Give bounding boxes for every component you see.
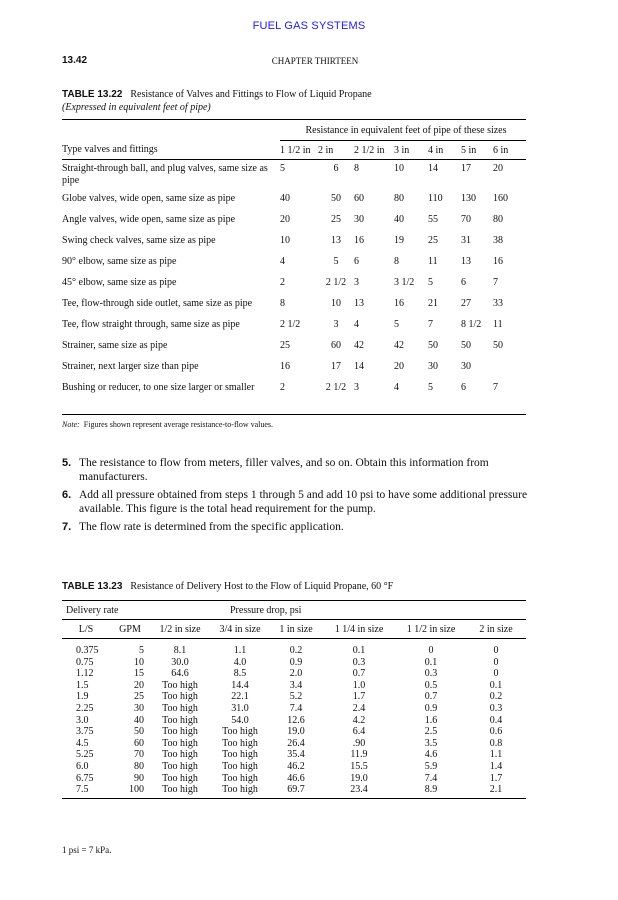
pressure-drop-cell: 2.25 xyxy=(76,702,94,714)
table-23-number: TABLE 13.23 xyxy=(62,581,123,592)
pressure-drop-cell: 3.4 xyxy=(289,679,303,691)
resistance-value: 3 xyxy=(333,318,339,330)
fitting-name: Tee, flow straight through, same size as pipe xyxy=(62,318,240,330)
pressure-drop-cell: 7.4 xyxy=(289,702,303,714)
table-23-column-header: 1 in size xyxy=(270,620,322,639)
pressure-drop-cell: Too high xyxy=(222,737,258,749)
pressure-drop-cell: 46.2 xyxy=(287,760,305,772)
resistance-value: 160 xyxy=(493,192,508,204)
resistance-value: 8 xyxy=(280,297,285,309)
resistance-value: 20 xyxy=(394,360,404,372)
pressure-drop-cell: 0.2 xyxy=(489,691,503,703)
resistance-value: 40 xyxy=(394,213,404,225)
fitting-name: Globe valves, wide open, same size as pipe xyxy=(62,192,236,204)
resistance-value: 2 xyxy=(280,276,285,288)
pressure-drop-cell: Too high xyxy=(162,760,198,772)
pressure-drop-cell: 100 xyxy=(110,784,150,798)
resistance-value: 17 xyxy=(461,163,471,174)
pressure-drop-cell: 4.5 xyxy=(76,737,89,749)
resistance-value: 6 xyxy=(461,276,466,288)
resistance-value: 5 xyxy=(280,163,285,174)
pressure-drop-cell: 1.4 xyxy=(489,760,503,772)
pressure-drop-cell: 0.1 xyxy=(352,645,366,656)
resistance-value: 16 xyxy=(493,255,503,267)
table-row xyxy=(62,361,526,382)
step-item xyxy=(62,456,532,484)
resistance-value: 7 xyxy=(493,382,526,415)
pressure-drop-cell: Too high xyxy=(162,691,198,703)
resistance-value: 3 xyxy=(354,382,394,415)
resistance-value: 7 xyxy=(428,318,433,330)
table-22-header-spacer xyxy=(62,120,280,141)
resistance-value: 42 xyxy=(354,339,364,351)
step-item xyxy=(62,520,532,534)
fitting-name: Straight-through ball, and plug valves, same size as pipe xyxy=(62,163,268,186)
pressure-drop-cell: Too high xyxy=(162,737,198,749)
page-number: 13.42 xyxy=(62,55,88,66)
pressure-drop-cell: Too high xyxy=(222,760,258,772)
table-23-title: Resistance of Delivery Host to the Flow of Liquid Propane, 60 °F xyxy=(130,581,394,592)
resistance-value: 11 xyxy=(428,255,438,267)
resistance-value: 33 xyxy=(493,297,503,309)
table-row xyxy=(62,691,526,703)
step-number: 7. xyxy=(62,521,72,533)
table-23-column-header: 3/4 in size xyxy=(210,620,270,639)
pressure-drop-cell: 2.1 xyxy=(466,784,526,798)
table-22-number: TABLE 13.22 xyxy=(62,89,123,100)
fitting-name: Bushing or reducer, to one size larger or smaller xyxy=(62,382,280,415)
fitting-name: 90° elbow, same size as pipe xyxy=(62,255,177,267)
resistance-value: 2 xyxy=(280,382,318,415)
table-22-column-header: 4 in xyxy=(428,141,461,160)
resistance-value: 70 xyxy=(461,213,471,225)
pressure-drop-cell: 0.9 xyxy=(289,656,303,668)
pressure-drop-cell: 4.6 xyxy=(424,749,438,761)
step-item xyxy=(62,488,532,516)
pressure-drop-cell: 22.1 xyxy=(231,691,249,703)
table-22-caption xyxy=(62,89,372,100)
pressure-drop-cell: 12.6 xyxy=(287,714,305,726)
pressure-drop-cell: 6.75 xyxy=(76,772,94,784)
resistance-value: 40 xyxy=(280,192,290,204)
resistance-value: 3 xyxy=(354,276,359,288)
pressure-drop-cell: 1.0 xyxy=(352,679,366,691)
table-row xyxy=(62,726,526,738)
resistance-value: 21 xyxy=(428,297,438,309)
pressure-drop-cell: 5.25 xyxy=(76,749,94,761)
pressure-drop-cell: Too high xyxy=(222,772,258,784)
resistance-value: 17 xyxy=(331,360,341,372)
fitting-name: Tee, flow-through side outlet, same size as pipe xyxy=(62,297,253,309)
pressure-drop-cell: Too high xyxy=(162,772,198,784)
pressure-drop-cell: 0.1 xyxy=(489,679,503,691)
pressure-drop-cell: .90 xyxy=(352,737,366,749)
pressure-drop-cell: 0.3 xyxy=(424,668,438,680)
table-row xyxy=(62,738,526,750)
resistance-value: 4 xyxy=(354,318,359,330)
resistance-value: 6 xyxy=(461,382,493,415)
resistance-value: 130 xyxy=(461,192,476,204)
fitting-name: Strainer, same size as pipe xyxy=(62,339,168,351)
resistance-value: 80 xyxy=(493,213,503,225)
table-22-column-header: Type valves and fittings xyxy=(62,141,280,160)
pressure-drop-cell: 20 xyxy=(134,679,144,691)
pressure-drop-cell: 31.0 xyxy=(231,702,249,714)
resistance-value: 2 1/2 xyxy=(318,382,354,415)
resistance-value: 4 xyxy=(280,255,285,267)
pressure-drop-cell: 1.1 xyxy=(233,645,247,656)
table-22-column-header: 2 in xyxy=(318,141,354,160)
table-23-column-header: GPM xyxy=(110,620,150,639)
pressure-drop-cell: Too high xyxy=(150,784,210,798)
pressure-drop-cell: 23.4 xyxy=(322,784,396,798)
pressure-drop-cell: 1.1 xyxy=(489,749,503,761)
pressure-drop-cell: 0.9 xyxy=(424,702,438,714)
pressure-drop-cell: 19.0 xyxy=(350,772,368,784)
pressure-drop-cell: 0 xyxy=(428,645,434,656)
resistance-value: 6 xyxy=(354,255,359,267)
pressure-drop-cell: 3.5 xyxy=(424,737,438,749)
resistance-value: 5 xyxy=(394,318,399,330)
pressure-drop-cell: 69.7 xyxy=(270,784,322,798)
pressure-drop-cell: 1.12 xyxy=(76,668,94,680)
resistance-value: 13 xyxy=(354,297,364,309)
valve-resistance-table xyxy=(62,119,526,415)
table-row xyxy=(62,715,526,727)
resistance-value: 10 xyxy=(331,297,341,309)
table-row xyxy=(62,749,526,761)
resistance-value: 50 xyxy=(428,339,438,351)
table-row xyxy=(62,277,526,298)
pressure-drop-header: Pressure drop, psi xyxy=(210,601,526,620)
pressure-drop-cell: Too high xyxy=(210,784,270,798)
resistance-value: 5 xyxy=(428,276,433,288)
table-22-subtitle: (Expressed in equivalent feet of pipe) xyxy=(62,102,211,113)
pressure-drop-cell: 1.6 xyxy=(424,714,438,726)
table-22-title: Resistance of Valves and Fittings to Flow of Liquid Propane xyxy=(130,89,372,100)
table-22-column-header: 1 1/2 in xyxy=(280,141,318,160)
pressure-drop-cell: 19.0 xyxy=(287,726,305,738)
resistance-value: 25 xyxy=(428,234,438,246)
pressure-drop-cell: 1.5 xyxy=(76,679,89,691)
table-row xyxy=(62,680,526,692)
table-row xyxy=(62,382,526,415)
pressure-drop-cell: 2.0 xyxy=(289,668,303,680)
pressure-drop-cell: 7.4 xyxy=(424,772,438,784)
pressure-drop-cell: 10 xyxy=(134,656,144,668)
pressure-drop-cell: 0.7 xyxy=(352,668,366,680)
resistance-value: 3 1/2 xyxy=(394,276,415,288)
resistance-value: 14 xyxy=(354,360,364,372)
table-23-column-header: L/S xyxy=(62,620,110,639)
pressure-drop-cell: 40 xyxy=(134,714,144,726)
pressure-drop-cell: Too high xyxy=(162,714,198,726)
resistance-value: 80 xyxy=(394,192,404,204)
resistance-value: 55 xyxy=(428,213,438,225)
resistance-value: 16 xyxy=(354,234,364,246)
pressure-drop-cell: 0.7 xyxy=(424,691,438,703)
pressure-drop-cell: Too high xyxy=(162,679,198,691)
resistance-value: 50 xyxy=(493,339,503,351)
resistance-value: 30 xyxy=(428,360,438,372)
pressure-drop-cell: 0.2 xyxy=(289,645,303,656)
chapter-heading: CHAPTER THIRTEEN xyxy=(271,56,359,66)
table-23-caption xyxy=(62,581,393,592)
pressure-drop-cell: Too high xyxy=(162,726,198,738)
pressure-drop-cell: 7.5 xyxy=(62,784,110,798)
note-label: Note: xyxy=(62,420,80,429)
resistance-value: 11 xyxy=(493,318,503,330)
resistance-value: 8 xyxy=(394,255,399,267)
pressure-drop-cell: 11.9 xyxy=(350,749,368,761)
fitting-name: Angle valves, wide open, same size as pipe xyxy=(62,213,236,225)
pressure-drop-cell: 64.6 xyxy=(171,668,189,680)
pressure-drop-cell: 6.4 xyxy=(352,726,366,738)
resistance-value: 30 xyxy=(461,360,471,372)
pressure-drop-cell: 4.2 xyxy=(352,714,366,726)
table-23-column-header: 1/2 in size xyxy=(150,620,210,639)
table-23-column-header: 2 in size xyxy=(466,620,526,639)
pressure-drop-cell: 60 xyxy=(134,737,144,749)
table-row xyxy=(62,193,526,214)
table-22-group-header: Resistance in equivalent feet of pipe of these sizes xyxy=(280,120,526,141)
pressure-drop-cell: Too high xyxy=(162,749,198,761)
resistance-value: 5 xyxy=(428,382,461,415)
table-22-note xyxy=(62,420,273,429)
resistance-value: 20 xyxy=(280,213,290,225)
pressure-drop-cell: 0.5 xyxy=(424,679,438,691)
table-row xyxy=(62,214,526,235)
pressure-drop-cell: 5.2 xyxy=(289,691,303,703)
table-row xyxy=(62,639,526,657)
pressure-drop-cell: 25 xyxy=(134,691,144,703)
resistance-value: 25 xyxy=(280,339,290,351)
pressure-drop-cell: 50 xyxy=(134,726,144,738)
resistance-value: 27 xyxy=(461,297,471,309)
fitting-name: 45° elbow, same size as pipe xyxy=(62,276,177,288)
table-row xyxy=(62,784,526,798)
table-23-footnote: 1 psi = 7 kPa. xyxy=(62,845,112,855)
fitting-name: Strainer, next larger size than pipe xyxy=(62,360,199,372)
table-22-column-header: 5 in xyxy=(461,141,493,160)
pressure-drop-cell: 0.3 xyxy=(489,702,503,714)
pressure-drop-cell: 26.4 xyxy=(287,737,305,749)
resistance-value: 2 1/2 xyxy=(325,276,347,288)
resistance-value: 13 xyxy=(461,255,471,267)
pressure-drop-cell: 3.75 xyxy=(76,726,94,738)
pressure-drop-cell: 0 xyxy=(493,656,499,668)
pressure-drop-cell: 80 xyxy=(134,760,144,772)
resistance-value: 50 xyxy=(331,192,341,204)
resistance-value: 60 xyxy=(331,339,341,351)
resistance-value: 5 xyxy=(333,255,339,267)
pressure-drop-cell: 0.75 xyxy=(76,656,94,668)
table-row xyxy=(62,235,526,256)
delivery-rate-header: Delivery rate xyxy=(62,601,210,620)
note-text: Figures shown represent average resistance-to-flow values. xyxy=(83,420,274,429)
pressure-drop-cell: 6.0 xyxy=(76,760,89,772)
table-22-column-header: 2 1/2 in xyxy=(354,141,394,160)
pressure-drop-cell: Too high xyxy=(162,702,198,714)
pressure-drop-cell: 1.7 xyxy=(489,772,503,784)
pressure-drop-cell: 0.4 xyxy=(489,714,503,726)
resistance-value: 14 xyxy=(428,163,438,174)
pressure-drop-cell: 0.1 xyxy=(424,656,438,668)
pressure-drop-cell: 0.6 xyxy=(489,726,503,738)
fitting-name: Swing check valves, same size as pipe xyxy=(62,234,216,246)
pressure-drop-cell: 8.5 xyxy=(233,668,247,680)
running-head: FUEL GAS SYSTEMS xyxy=(252,20,366,32)
resistance-value: 30 xyxy=(354,213,364,225)
pressure-drop-cell: 90 xyxy=(134,772,144,784)
pressure-drop-cell: 0.375 xyxy=(76,645,99,656)
pressure-drop-cell: 30 xyxy=(134,702,144,714)
table-23-column-header: 1 1/4 in size xyxy=(322,620,396,639)
pressure-drop-cell: 15.5 xyxy=(350,760,368,772)
resistance-value: 38 xyxy=(493,234,503,246)
pressure-drop-cell: 5.9 xyxy=(424,760,438,772)
step-text: Add all pressure obtained from steps 1 through 5 and add 10 psi to have some additional pressure available. This figure is the total head requirement for the pump. xyxy=(79,489,528,515)
table-row xyxy=(62,160,526,193)
pressure-drop-cell: 0 xyxy=(493,668,499,680)
resistance-value: 19 xyxy=(394,234,404,246)
resistance-value: 16 xyxy=(394,297,404,309)
resistance-value: 4 xyxy=(394,382,428,415)
resistance-value: 25 xyxy=(331,213,341,225)
resistance-value: 13 xyxy=(331,234,341,246)
pressure-drop-cell: 54.0 xyxy=(231,714,249,726)
pressure-drop-cell: 14.4 xyxy=(231,679,249,691)
table-row xyxy=(62,340,526,361)
pressure-drop-cell: 4.0 xyxy=(233,656,247,668)
resistance-value: 110 xyxy=(428,192,443,204)
pressure-drop-cell: 70 xyxy=(134,749,144,761)
table-22-column-header: 3 in xyxy=(394,141,428,160)
hose-pressure-drop-table xyxy=(62,600,526,799)
pressure-drop-cell: 2.5 xyxy=(424,726,438,738)
resistance-value: 8 xyxy=(354,163,359,174)
step-number: 5. xyxy=(62,457,72,469)
table-row xyxy=(62,761,526,773)
resistance-value: 2 1/2 xyxy=(280,318,301,330)
resistance-value: 20 xyxy=(493,163,503,174)
pressure-drop-cell: 35.4 xyxy=(287,749,305,761)
resistance-value: 10 xyxy=(280,234,290,246)
resistance-value: 50 xyxy=(461,339,471,351)
resistance-value: 6 xyxy=(333,163,339,174)
pressure-drop-cell: 1.9 xyxy=(76,691,89,703)
pressure-drop-cell: 3.0 xyxy=(76,714,89,726)
step-text: The resistance to flow from meters, filler valves, and so on. Obtain this information from manufacturers. xyxy=(79,457,489,483)
table-row xyxy=(62,298,526,319)
table-22-column-header: 6 in xyxy=(493,141,526,160)
pressure-drop-cell: 0 xyxy=(493,645,499,656)
pressure-drop-cell: 8.9 xyxy=(396,784,466,798)
table-row xyxy=(62,657,526,669)
pressure-drop-cell: Too high xyxy=(222,726,258,738)
step-text: The flow rate is determined from the specific application. xyxy=(79,521,344,533)
table-row xyxy=(62,256,526,277)
pressure-drop-cell: 0.3 xyxy=(352,656,366,668)
pressure-drop-cell: Too high xyxy=(222,749,258,761)
pressure-drop-cell: 1.7 xyxy=(352,691,366,703)
resistance-value: 10 xyxy=(394,163,404,174)
resistance-value: 7 xyxy=(493,276,498,288)
pressure-drop-cell: 2.4 xyxy=(352,702,366,714)
pressure-drop-cell: 8.1 xyxy=(173,645,187,656)
step-number: 6. xyxy=(62,489,72,501)
pressure-drop-cell: 15 xyxy=(134,668,144,680)
pressure-drop-cell: 5 xyxy=(139,645,144,656)
pressure-drop-cell: 0.8 xyxy=(489,737,503,749)
pressure-drop-cell: 46.6 xyxy=(287,772,305,784)
resistance-value xyxy=(493,361,526,382)
resistance-value: 42 xyxy=(394,339,404,351)
procedure-steps xyxy=(62,456,532,538)
resistance-value: 31 xyxy=(461,234,471,246)
resistance-value: 8 1/2 xyxy=(461,318,482,330)
resistance-value: 16 xyxy=(280,360,290,372)
pressure-drop-cell: 30.0 xyxy=(171,656,189,668)
resistance-value: 60 xyxy=(354,192,364,204)
table-row xyxy=(62,319,526,340)
table-23-column-header: 1 1/2 in size xyxy=(396,620,466,639)
table-row xyxy=(62,703,526,715)
table-row xyxy=(62,773,526,785)
table-row xyxy=(62,668,526,680)
